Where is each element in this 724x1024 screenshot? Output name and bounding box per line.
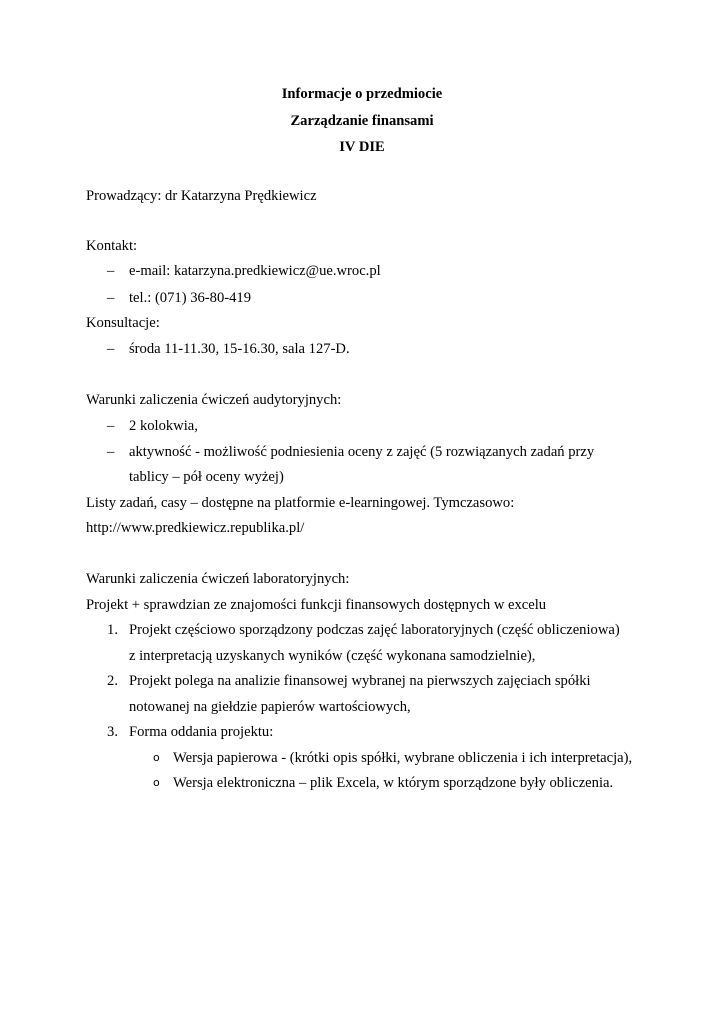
dash-bullet: – [107,418,115,434]
instructor-line: Prowadzący: dr Katarzyna Prędkiewicz [86,188,317,204]
list-number: 1. [107,622,118,638]
lab-intro: Projekt + sprawdzian ze znajomości funkcji finansowych dostępnych w excelu [86,597,547,613]
lab-item-2: Projekt polega na analizie finansowej wybranej na pierwszych zajęciach spółki [129,673,591,689]
contact-phone: tel.: (071) 36-80-419 [129,290,251,306]
consult-heading: Konsultacje: [86,315,160,331]
contact-email: e-mail: katarzyna.predkiewicz@ue.wroc.pl [129,263,381,279]
lab-item-2-cont: notowanej na giełdzie papierów wartościowych, [129,699,411,715]
auditory-heading: Warunki zaliczenia ćwiczeń audytoryjnych: [86,392,342,408]
consult-hours: środa 11-11.30, 15-16.30, sala 127-D. [129,341,350,357]
lab-item-1: Projekt częściowo sporządzony podczas zajęć laboratoryjnych (część obliczeniowa) [129,622,620,638]
contact-heading: Kontakt: [86,238,138,254]
list-number: 2. [107,673,118,689]
auditory-item-activity-cont: tablicy – pół oceny wyżej) [129,469,284,485]
lab-heading: Warunki zaliczenia ćwiczeń laboratoryjnych: [86,571,350,587]
lab-item-3: Forma oddania projektu: [129,724,274,740]
dash-bullet: – [107,263,115,279]
circle-bullet: o [153,751,160,764]
course-name: Zarządzanie finansami [290,113,434,129]
course-group: IV DIE [339,139,385,155]
doc-title: Informacje o przedmiocie [281,86,443,102]
circle-bullet: o [153,776,160,789]
dash-bullet: – [107,444,115,460]
lab-sub-paper: Wersja papierowa - (krótki opis spółki, wybrane obliczenia i ich interpretacja), [173,750,633,766]
lab-item-1-cont: z interpretacją uzyskanych wyników (część wykonana samodzielnie), [129,648,536,664]
auditory-note: Listy zadań, casy – dostępne na platformie e-learningowej. Tymczasowo: [86,495,515,511]
dash-bullet: – [107,341,115,357]
dash-bullet: – [107,290,115,306]
auditory-item-activity: aktywność - możliwość podniesienia oceny z zajęć (5 rozwiązanych zadań przy [129,444,595,460]
lab-sub-electronic: Wersja elektroniczna – plik Excela, w którym sporządzone były obliczenia. [173,775,614,791]
auditory-url: http://www.predkiewicz.republika.pl/ [86,520,305,536]
list-number: 3. [107,724,118,740]
auditory-item-tests: 2 kolokwia, [129,418,198,434]
